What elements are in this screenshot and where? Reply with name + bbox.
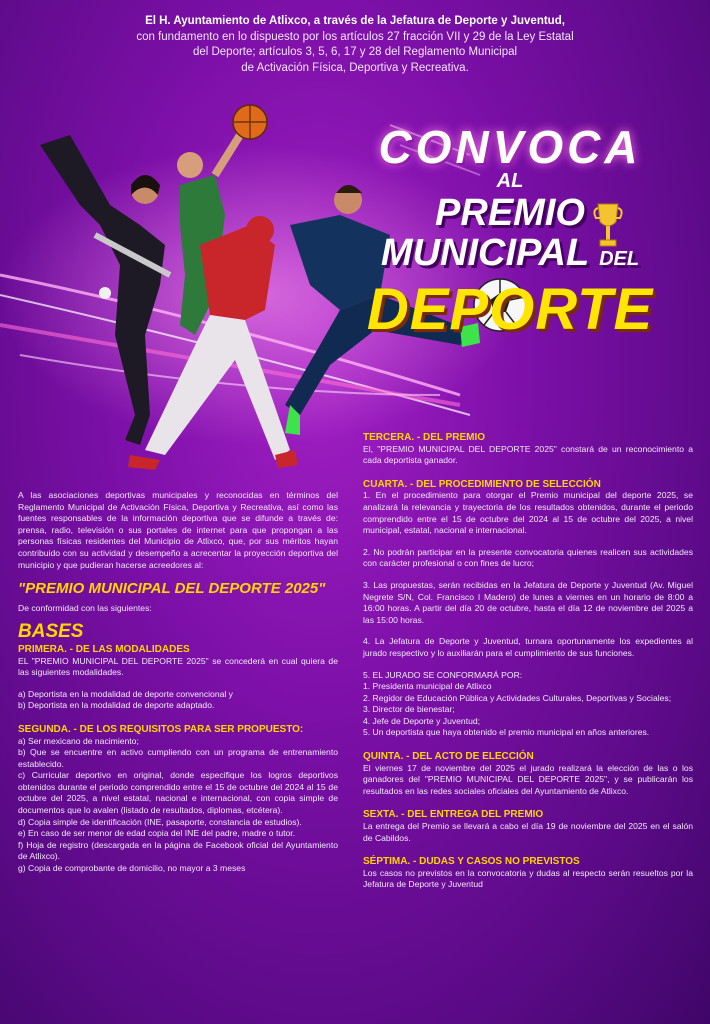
primera-item-b: b) Deportista en la modalidad de deporte adaptado. <box>18 700 215 711</box>
tercera-text: El, "PREMIO MUNICIPAL DEL DEPORTE 2025" constará de un reconocimiento a cada deportista ganador. <box>363 443 693 466</box>
intro-line-4: de Activación Física, Deportiva y Recreativa. <box>241 61 469 74</box>
quinta-title: QUINTA. - DEL ACTO DE ELECCIÓN <box>363 751 534 763</box>
cuarta-item-3: 3. Las propuestas, serán recibidas en la Jefatura de Deporte y Juventud (Av. Miguel Negrete S/N, Col. Francisco I Madero) de lunes a viernes en un horario de 8:00 a 16:00 horas. A partir del día 20 de octubre, hasta el día 12 de noviembre del 2025 a las 15:00 horas. <box>363 579 693 625</box>
trophy-icon <box>592 200 624 258</box>
title-premio: PREMIO <box>435 192 585 234</box>
primera-text: EL "PREMIO MUNICIPAL DEL DEPORTE 2025" se concederá en cual quiera de las siguientes modalidades. <box>18 655 338 678</box>
primera-title: PRIMERA. - DE LAS MODALIDADES <box>18 643 190 655</box>
title-deporte: DEPORTE <box>366 277 654 342</box>
title-municipal-word: MUNICIPAL <box>380 232 589 274</box>
intro-header <box>60 14 650 76</box>
title-convoca: CONVOCA <box>378 121 642 173</box>
segunda-item: d) Copia simple de identificación (INE, pasaporte, constancia de estudios). <box>18 816 302 827</box>
sexta-text: La entrega del Premio se llevará a cabo el día 19 de noviembre del 2025 en el salón de Cabildos. <box>363 821 693 843</box>
tercera-title: TERCERA. - DEL PREMIO <box>363 432 486 443</box>
jurado-item: 2. Regidor de Educación Pública y Actividades Culturales, Deportivas y Sociales; <box>363 692 672 703</box>
jurado-item: 5. Un deportista que haya obtenido el premio municipal en años anteriores. <box>363 727 650 738</box>
right-column <box>363 432 693 891</box>
sexta-title: SEXTA. - DEL ENTREGA DEL PREMIO <box>363 809 544 821</box>
segunda-title: SEGUNDA. - DE LOS REQUISITOS PARA SER PROPUESTO: <box>18 723 304 735</box>
segunda-item: c) Curricular deportivo en original, donde especifique los logros deportivos obtenidos durante el periodo comprendido entre el 15 de octubre del 2024 al 15 de octubre del 2025, a nivel estatal, nacional e internacional, con copia simple de documentos que lo avalen (listado de resultados, diplomas, etcétera). <box>18 770 338 816</box>
bases-heading: BASES <box>18 621 84 643</box>
title-municipal <box>330 233 690 279</box>
award-title: "PREMIO MUNICIPAL DEL DEPORTE 2025" <box>18 580 326 598</box>
cuarta-item-2: 2. No podrán participar en la presente convocatoria quienes realicen sus actividades con carácter profesional o con fines de lucro; <box>363 546 693 569</box>
title-al: AL <box>496 170 524 192</box>
left-column <box>18 490 338 875</box>
primera-item-a: a) Deportista en la modalidad de deporte convencional y <box>18 688 233 699</box>
segunda-item: g) Copia de comprobante de domicilio, no mayor a 3 meses <box>18 863 246 874</box>
title-block <box>330 120 690 341</box>
septima-text: Los casos no previstos en la convocatoria y dudas al respecto serán resueltos por la Jefatura de Deporte y Juventud <box>363 867 693 890</box>
jurado-item: 4. Jefe de Deporte y Juventud; <box>363 715 481 726</box>
intro-line-1: El H. Ayuntamiento de Atlixco, a través de la Jefatura de Deporte y Juventud, <box>145 15 565 27</box>
cuarta-item-4: 4. La Jefatura de Deporte y Juventud, turnara oportunamente los expedientes al jurado respectivo y lo auxiliarán para el cumplimiento de sus funciones. <box>363 636 693 658</box>
conformity-text: De conformidad con las siguientes: <box>18 602 152 613</box>
segunda-item: f) Hoja de registro (descargada en la página de Facebook oficial del Ayuntamiento de Atlixco). <box>18 839 338 862</box>
segunda-item: e) En caso de ser menor de edad copia del INE del padre, madre o tutor. <box>18 828 296 839</box>
jurado-item: 1. Presidenta municipal de Atlixco <box>363 681 492 692</box>
intro-line-2: con fundamento en lo dispuesto por los artículos 27 fracción VII y 29 de la Ley Estatal <box>136 30 574 43</box>
quinta-text: El viernes 17 de noviembre del 2025 el jurado realizará la elección de las o los ganadores del "PREMIO MUNICIPAL DEL DEPORTE 2025", y se publicarán los resultados en las redes sociales oficiales del Ayuntamiento de Atlixco. <box>363 762 693 796</box>
cuarta-item-1: 1. En el procedimiento para otorgar el Premio municipal del deporte 2025, se analizará la relevancia y trayectoria de los resultados obtenidos, durante el periodo comprendido entre el 15 de octubre del 2024 al 15 de octubre del 2025, a nivel municipal, estatal, nacional e internacional. <box>363 490 693 536</box>
septima-title: SÉPTIMA. - DUDAS Y CASOS NO PREVISTOS <box>363 856 580 868</box>
left-intro-text: A las asociaciones deportivas municipales y reconocidas en términos del Reglamento Municipal de Activación Física, Deportiva y Recreativa, así como las fuentes responsables de la información deportiva que se difunde a través de: prensa, radio, televisión o sus portales de internet para que propongan a las personas físicas residentes del Municipio de Atlixco, que, por sus méritos hayan contribuido con su actividad y desempeño a acrecentar la proyección deportiva del municipio y que pudieran hacerse acreedores al: <box>18 490 338 570</box>
cuarta-title: CUARTA. - DEL PROCEDIMIENTO DE SELECCIÓN <box>363 478 601 490</box>
title-del: DEL <box>599 248 640 270</box>
segunda-item: a) Ser mexicano de nacimiento; <box>18 735 139 746</box>
jurado-item: 3. Director de bienestar; <box>363 704 455 715</box>
segunda-item: b) Que se encuentre en activo cumpliendo con un programa de entrenamiento establecido. <box>18 747 338 769</box>
jurado-title: 5. EL JURADO SE CONFORMARÁ POR: <box>363 669 523 680</box>
intro-line-3: del Deporte; artículos 3, 5, 6, 17 y 28 del Reglamento Municipal <box>192 46 518 58</box>
